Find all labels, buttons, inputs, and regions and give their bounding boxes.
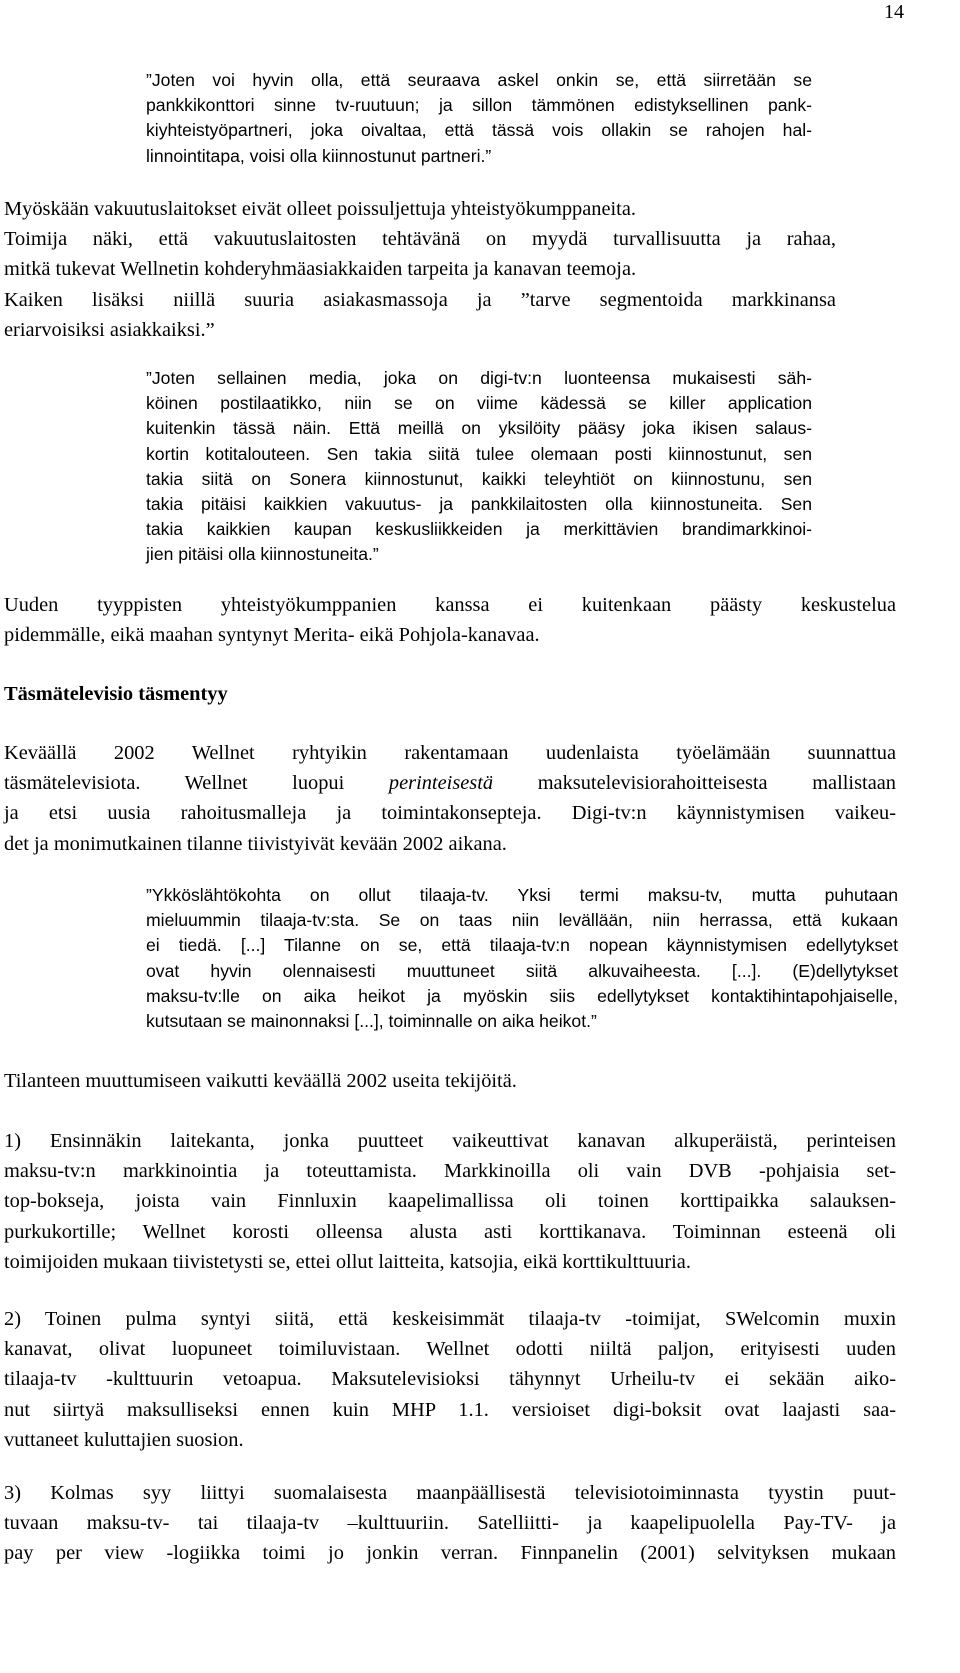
text-line: det ja monimutkainen tilanne tiivistyivät kevään 2002 aikana. bbox=[4, 832, 507, 855]
text-line: 3) Kolmas syy liittyi suomalaisesta maanpäällisestä televisiotoiminnasta tyystin puut- bbox=[4, 1482, 896, 1504]
text-line: 1) Ensinnäkin laitekanta, jonka puutteet vaikeuttivat kanavan alkuperäistä, perinteisen bbox=[4, 1130, 896, 1152]
paragraph-spring-2002 bbox=[4, 738, 896, 859]
quote-line: pankkikonttori sinne tv-ruutuun; ja sillon tämmönen edistyksellinen pank- bbox=[146, 95, 812, 116]
quote-line: ei tiedä. [...] Tilanne on se, että tilaaja-tv:n nopean käynnistymisen edellytykset bbox=[146, 935, 898, 956]
text-line: pay per view -logiikka toimi jo jonkin verran. Finnpanelin (2001) selvityksen mukaan bbox=[4, 1542, 896, 1565]
quote-line: ”Joten sellainen media, joka on digi-tv:n luonteensa mukaisesti säh- bbox=[146, 368, 812, 388]
italic-word: perinteisestä bbox=[388, 772, 494, 795]
quote-line: kortin kotitalouteen. Sen takia siitä tulee olemaan posti kiinnostunut, sen bbox=[146, 443, 812, 464]
text-line: mitkä tukevat Wellnetin kohderyhmäasiakkaiden tarpeita ja kanavan teemoja. bbox=[4, 258, 637, 281]
interview-quote-2 bbox=[146, 366, 812, 568]
interview-quote-1 bbox=[146, 68, 812, 169]
text-segment: täsmätelevisiota. Wellnet luopui bbox=[4, 772, 389, 795]
paragraph-factor-1 bbox=[4, 1126, 896, 1277]
paragraph-factor-3 bbox=[4, 1478, 896, 1569]
interview-quote-3 bbox=[146, 883, 898, 1034]
text-line: maksu-tv:n markkinointia ja toteuttamista. Markkinoilla oli vain DVB -pohjaisia set- bbox=[4, 1160, 896, 1183]
quote-line: linnointitapa, voisi olla kiinnostunut partneri.” bbox=[146, 145, 492, 166]
quote-line: takia pitäisi kaikkien vakuutus- ja pankkilaitosten olla kiinnostuneita. Sen bbox=[146, 494, 812, 515]
text-line: Kaiken lisäksi niillä suuria asiakasmassoja ja ”tarve segmentoida markkinansa bbox=[4, 288, 836, 311]
quote-line: kutsutaan se mainonnaksi [...], toiminnalle on aika heikot.” bbox=[146, 1011, 597, 1032]
text-line: Keväällä 2002 Wellnet ryhtyikin rakentamaan uudenlaista työelämään suunnattua bbox=[4, 742, 896, 764]
quote-line: jien pitäisi olla kiinnostuneita.” bbox=[146, 544, 379, 565]
text-line: pidemmälle, eikä maahan syntynyt Merita- eikä Pohjola-kanavaa. bbox=[4, 624, 540, 647]
paragraph-factors bbox=[4, 1066, 896, 1096]
quote-line: ”Joten voi hyvin olla, että seuraava askel onkin se, että siirretään se bbox=[146, 70, 812, 90]
paragraph-insurance bbox=[4, 194, 836, 345]
section-heading: Täsmätelevisio täsmentyy bbox=[4, 683, 228, 705]
text-segment: maksutelevisiorahoitteisesta mallistaan bbox=[493, 772, 896, 795]
text-line: eriarvoisiksi asiakkaiksi.” bbox=[4, 318, 215, 341]
paragraph-new-partners bbox=[4, 590, 896, 650]
text-line: toimijoiden mukaan tiivistetysti se, ettei ollut laitteita, katsojia, eikä korttikulttuuria. bbox=[4, 1250, 691, 1273]
text-line: tuvaan maksu-tv- tai tilaaja-tv –kulttuuriin. Satelliitti- ja kaapelipuolella Pay-TV- ja bbox=[4, 1512, 896, 1535]
text-line bbox=[4, 768, 896, 798]
text-line: nut siirtyä maksulliseksi ennen kuin MHP 1.1. versioiset digi-boksit ovat laajasti saa- bbox=[4, 1398, 896, 1421]
text-line: 2) Toinen pulma syntyi siitä, että keskeisimmät tilaaja-tv -toimijat, SWelcomin muxin bbox=[4, 1308, 896, 1330]
text-line: Myöskään vakuutuslaitokset eivät olleet poissuljettuja yhteistyökumppaneita. bbox=[4, 198, 636, 220]
text-line: top-bokseja, joista vain Finnluxin kaapelimallissa oli toinen korttipaikka salauksen- bbox=[4, 1190, 896, 1213]
paragraph-factor-2 bbox=[4, 1304, 896, 1455]
page-number: 14 bbox=[884, 1, 904, 23]
quote-line: maksu-tv:lle on aika heikot ja myöskin siis edellytykset kontaktihintapohjaiselle, bbox=[146, 985, 898, 1006]
text-line: purkukortille; Wellnet korosti olleensa alusta asti korttikanava. Toiminnan esteenä oli bbox=[4, 1220, 896, 1243]
text-line: kanavat, olivat luopuneet toimiluvistaan. Wellnet odotti niiltä paljon, erityisesti uuden bbox=[4, 1338, 896, 1361]
quote-line: ovat hyvin olennaisesti muuttuneet siitä alkuvaiheesta. [...]. (E)dellytykset bbox=[146, 960, 898, 981]
quote-line: takia kaikkien kaupan keskusliikkeiden ja merkittävien brandimarkkinoi- bbox=[146, 519, 812, 540]
quote-line: kuitenkin tässä näin. Että meillä on yksilöity pääsy joka ikisen salaus- bbox=[146, 418, 812, 439]
text-line: Toimija näki, että vakuutuslaitosten tehtävänä on myydä turvallisuutta ja rahaa, bbox=[4, 228, 836, 251]
text-line: Uuden tyyppisten yhteistyökumppanien kanssa ei kuitenkaan päästy keskustelua bbox=[4, 594, 896, 616]
text-line: tilaaja-tv -kulttuurin vetoapua. Maksutelevisioksi tähynnyt Urheilu-tv ei sekään aiko- bbox=[4, 1368, 896, 1391]
quote-line: takia siitä on Sonera kiinnostunut, kaikki teleyhtiöt on kiinnostunu, sen bbox=[146, 468, 812, 489]
text-line: Tilanteen muuttumiseen vaikutti keväällä 2002 useita tekijöitä. bbox=[4, 1070, 517, 1092]
text-line: vuttaneet kuluttajien suosion. bbox=[4, 1428, 244, 1451]
quote-line: mieluummin tilaaja-tv:sta. Se on taas niin levällään, niin herrassa, että kukaan bbox=[146, 910, 898, 931]
quote-line: ”Ykköslähtökohta on ollut tilaaja-tv. Yksi termi maksu-tv, mutta puhutaan bbox=[146, 885, 898, 905]
quote-line: kiyhteistyöpartneri, joka oivaltaa, että tässä vois ollakin se rahojen hal- bbox=[146, 120, 812, 141]
quote-line: köinen postilaatikko, niin se on viime kädessä se killer application bbox=[146, 393, 812, 414]
text-line: ja etsi uusia rahoitusmalleja ja toimintakonsepteja. Digi-tv:n käynnistymisen vaikeu- bbox=[4, 802, 896, 825]
